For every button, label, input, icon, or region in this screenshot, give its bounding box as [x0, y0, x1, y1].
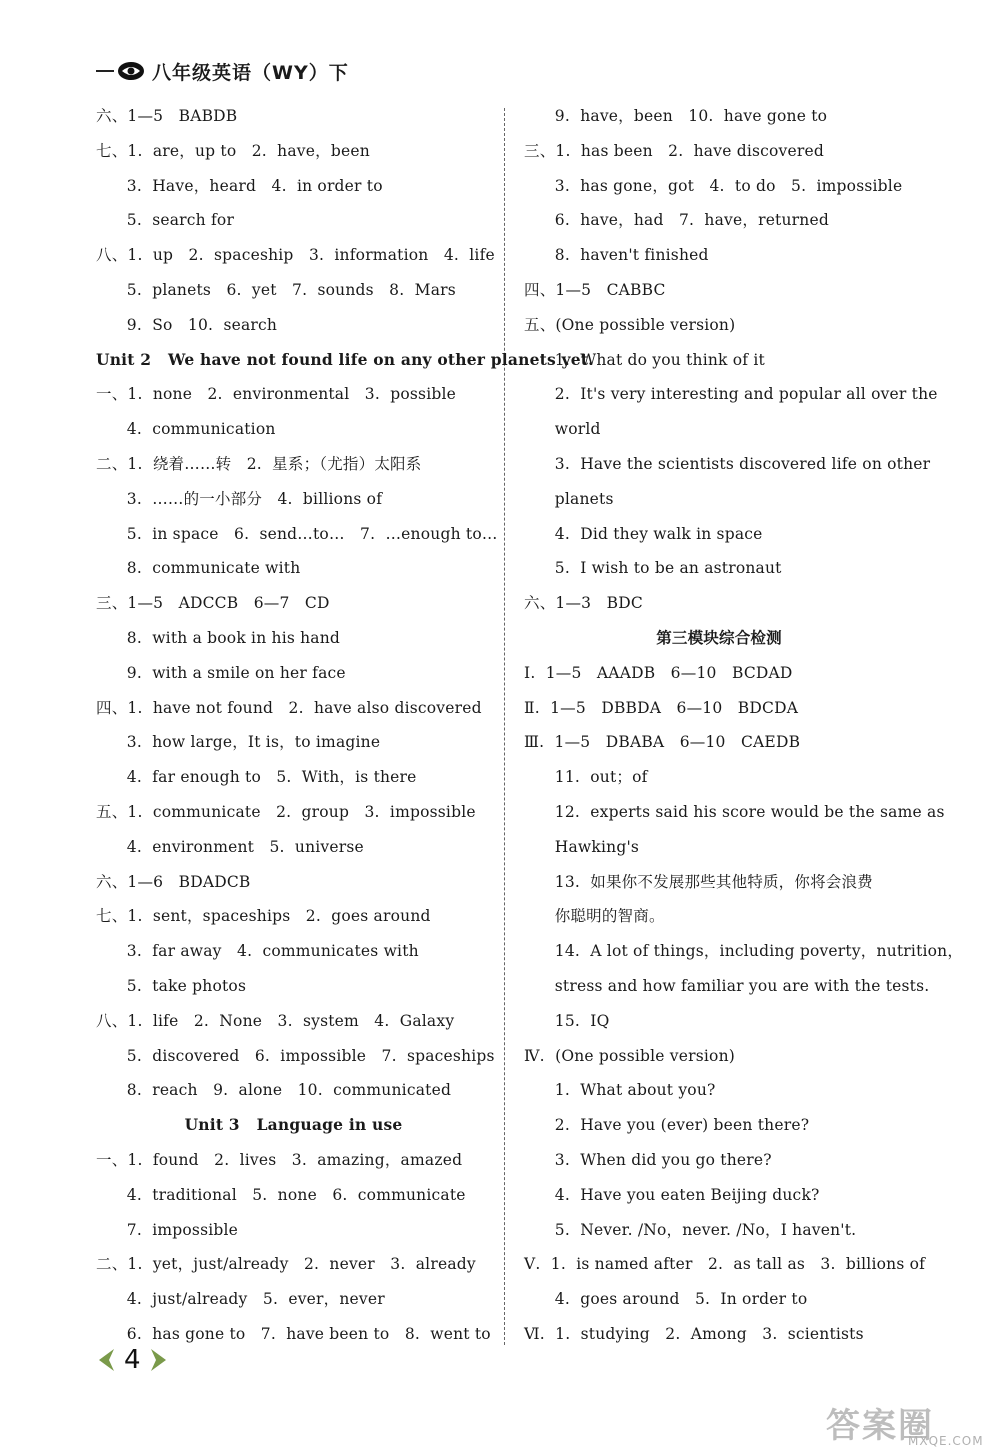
answer-line: 4. just/already 5. ever，never: [96, 1290, 385, 1309]
answer-line: 4. Did they walk in space: [524, 524, 763, 543]
answer-line: 七、1. sent，spaceships 2. goes around: [96, 907, 431, 926]
answer-line: 15. IQ: [524, 1011, 610, 1030]
answer-line: 3. ……的一小部分 4. billions of: [96, 489, 383, 508]
answer-line: 4. traditional 5. none 6. communicate: [96, 1185, 466, 1204]
answer-line: 9. So 10. search: [96, 315, 278, 334]
watermark: [790, 1390, 990, 1450]
answer-line: 1. What about you?: [524, 1081, 716, 1100]
answer-line: 3. Have the scientists discovered life on other: [524, 455, 931, 473]
answer-line: 5. I wish to be an astronaut: [524, 559, 782, 578]
answer-line: 四、1—5 CABBC: [524, 281, 666, 299]
answer-line: 6. have，had 7. have，returned: [524, 211, 829, 230]
answer-line: world: [524, 420, 601, 439]
answer-line: 7. impossible: [96, 1220, 239, 1239]
answer-line: 9. have，been 10. have gone to: [524, 107, 828, 125]
answer-line: 8. reach 9. alone 10. communicated: [96, 1081, 452, 1100]
answer-line: 一、1. none 2. environmental 3. possible: [96, 385, 457, 404]
answer-line: 二、1. yet，just/already 2. never 3. already: [96, 1255, 476, 1274]
answer-line: 12. experts said his score would be the same as: [524, 803, 945, 821]
answer-line: 13. 如果你不发展那些其他特质，你将会浪费: [524, 872, 873, 891]
section-heading: Unit 3 Language in use: [184, 1115, 403, 1135]
answer-line: 你聪明的智商。: [524, 907, 665, 926]
book-title: 八年级英语（WY）下: [152, 61, 349, 84]
answer-line: 3. When did you go there?: [524, 1151, 772, 1169]
answer-line: 六、1—3 BDC: [524, 594, 643, 613]
watermark-url: MXQE.COM: [908, 1434, 984, 1448]
answer-line: Ⅵ. 1. studying 2. Among 3. scientists: [524, 1325, 864, 1343]
watermark-text: 答案圈: [826, 1406, 934, 1446]
answer-line: 2. It's very interesting and popular all over the: [524, 385, 938, 404]
answer-line: Hawking's: [524, 837, 640, 856]
answer-line: 三、1. has been 2. have discovered: [524, 141, 824, 160]
answer-line: 2. Have you (ever) been there?: [524, 1116, 810, 1135]
answer-line: Ⅴ. 1. is named after 2. as tall as 3. billions of: [524, 1255, 926, 1274]
answer-line: 八、1. up 2. spaceship 3. information 4. life: [96, 246, 495, 265]
answer-line: stress and how familiar you are with the tests.: [524, 977, 930, 995]
answer-line: 5. discovered 6. impossible 7. spaceships: [96, 1046, 495, 1065]
page-number: 4: [124, 1345, 141, 1375]
answer-line: 5. take photos: [96, 977, 247, 995]
answer-line: 4. Have you eaten Beijing duck?: [524, 1185, 820, 1204]
answer-line: 五、1. communicate 2. group 3. impossible: [96, 803, 476, 821]
right-arrow-icon: [149, 1347, 169, 1373]
answer-line: 4. far enough to 5. With，is there: [96, 768, 417, 787]
answer-line: 5. in space 6. send…to… 7. …enough to…: [96, 524, 498, 543]
answer-line: 8. with a book in his hand: [96, 629, 341, 647]
answer-line: 五、(One possible version): [524, 315, 736, 334]
answer-line: 8. communicate with: [96, 559, 301, 578]
column-divider: [504, 108, 505, 1345]
answer-line: planets: [524, 489, 614, 508]
header-dash: [96, 70, 114, 72]
answer-line: 11. out；of: [524, 768, 648, 787]
section-heading: 第三模块综合检测: [656, 628, 782, 647]
answer-line: 3. far away 4. communicates with: [96, 942, 419, 961]
answer-line: 5. Never. /No，never. /No，I haven't.: [524, 1220, 857, 1239]
answer-line: Ⅳ. (One possible version): [524, 1046, 736, 1065]
left-arrow-icon: [96, 1347, 116, 1373]
answer-line: 4. environment 5. universe: [96, 837, 364, 856]
answer-line: 八、1. life 2. None 3. system 4. Galaxy: [96, 1011, 455, 1030]
answer-line: 9. with a smile on her face: [96, 663, 346, 682]
answer-line: 3. Have，heard 4. in order to: [96, 176, 383, 195]
answer-line: 七、1. are，up to 2. have，been: [96, 141, 370, 160]
answer-line: Ⅱ. 1—5 DBBDA 6—10 BDCDA: [524, 698, 799, 717]
answer-line: 1. What do you think of it: [524, 350, 765, 369]
answer-line: 一、1. found 2. lives 3. amazing，amazed: [96, 1151, 463, 1169]
page-footer: [96, 1340, 169, 1380]
book-logo-icon: [116, 60, 146, 82]
answer-line: 8. haven't finished: [524, 246, 709, 265]
section-heading: Unit 2 We have not found life on any other planets yet.: [96, 349, 594, 369]
answer-line: 5. planets 6. yet 7. sounds 8. Mars: [96, 281, 456, 299]
answer-line: 6. has gone to 7. have been to 8. went to: [96, 1325, 491, 1343]
answer-line: 14. A lot of things，including poverty，nutrition，: [524, 942, 964, 961]
answer-line: 5. search for: [96, 211, 235, 230]
answer-line: 六、1—5 BABDB: [96, 107, 238, 125]
answer-line: 四、1. have not found 2. have also discovered: [96, 698, 482, 717]
answer-line: 4. goes around 5. In order to: [524, 1290, 808, 1309]
answer-line: 三、1—5 ADCCB 6—7 CD: [96, 594, 330, 613]
answer-line: 六、1—6 BDADCB: [96, 872, 251, 891]
page-header: [96, 55, 349, 87]
answer-line: 二、1. 绕着……转 2. 星系；（尤指）太阳系: [96, 455, 422, 473]
answer-line: 4. communication: [96, 420, 276, 439]
answer-line: 3. has gone，got 4. to do 5. impossible: [524, 176, 903, 195]
answer-line: 3. how large，It is，to imagine: [96, 733, 381, 752]
answer-line: Ⅲ. 1—5 DBABA 6—10 CAEDB: [524, 733, 801, 752]
answer-line: Ⅰ. 1—5 AAADB 6—10 BCDAD: [524, 663, 793, 682]
